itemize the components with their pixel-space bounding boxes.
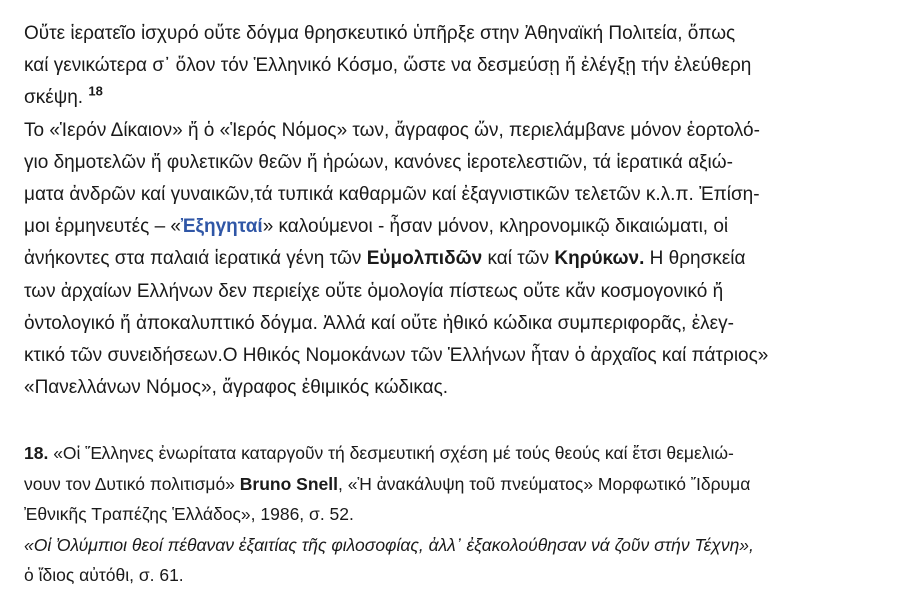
- text-line: «Πανελλάνων Νόμος», ἄγραφος ἐθιμικός κώδικας.: [24, 377, 449, 399]
- text-line: κτικό τῶν συνειδήσεων.Ο Ηθικός Νομοκάνων τῶν Ἑλλήνων ἦταν ὁ ἀρχαῖος καί πάτριος»: [24, 345, 769, 367]
- text-line: Το «Ἱερόν Δίκαιον» ἤ ὁ «Ἱερός Νόμος» των, ἄγραφος ὤν, περιελάμβανε μόνον ἑορτολό-: [24, 119, 760, 141]
- text-line: [24, 211, 894, 243]
- text-fragment: ἀνήκοντες στα παλαιά ἱερατικά γένη τῶν: [24, 248, 367, 270]
- bold-term: Εὐμολπιδῶν: [366, 248, 483, 270]
- footnote-reference[interactable]: 18: [88, 84, 103, 100]
- bold-term: Κηρύκων.: [554, 248, 645, 270]
- text-fragment: καί τῶν: [482, 248, 555, 270]
- text-fragment: σκέψη.: [24, 87, 84, 109]
- text-fragment: νουν τον Δυτικό πολιτισμό»: [24, 473, 240, 494]
- author-name: Bruno Snell: [239, 473, 338, 494]
- text-fragment: » καλούμενοι - ἦσαν μόνον, κληρονομικῷ δικαιώματι, οἱ: [262, 216, 729, 238]
- footnote-line: [24, 469, 894, 500]
- text-line: Οὔτε ἱερατεῖο ἰσχυρό οὔτε δόγμα θρησκευτικό ὑπῆρξε στην Ἀθηναϊκή Πολιτεία, ὅπως: [24, 23, 736, 44]
- footnote-line: [24, 438, 894, 469]
- text-line: καί γενικώτερα σ᾽ ὅλον τόν Ἑλληνικό Κόσμο, ὥστε να δεσμεύσῃ ἤ ἐλέγξῃ τήν ἐλεύθερη: [24, 55, 752, 77]
- text-fragment: Η θρησκεία: [644, 248, 746, 270]
- footnote-quote-line: «Οἱ Ὀλύμπιοι θεοί πέθαναν ἐξαιτίας τῆς φιλοσοφίας, ἀλλ᾽ ἐξακολούθησαν νά ζοῦν στήν Τέχνη»,: [24, 534, 754, 555]
- text-fragment: μοι ἑρμηνευτές – «: [24, 216, 181, 238]
- text-line: [24, 82, 894, 114]
- text-line: ματα ἀνδρῶν καί γυναικῶν,τά τυπικά καθαρμῶν καί ἐξαγνιστικῶν τελετῶν κ.λ.π. Ἐπίση-: [24, 184, 760, 206]
- text-line: των ἀρχαίων Ελλήνων δεν περιείχε οὔτε ὁμολογία πίστεως οὔτε κἄν κοσμογονικό ἤ: [24, 280, 724, 302]
- footnote-line: Ἐθνικῆς Τραπέζης Ἑλλάδος», 1986, σ. 52.: [24, 504, 354, 525]
- text-fragment: , «Ἡ ἀνακάλυψη τοῦ πνεύματος» Μορφωτικό Ἴδρυμα: [337, 473, 751, 494]
- text-fragment: «Οἱ Ἕλληνες ἐνωρίτατα καταργοῦν τή δεσμευτική σχέση μέ τούς θεούς καί ἔτσι θεμελιώ-: [48, 443, 734, 464]
- text-line: ὀντολογικό ἤ ἀποκαλυπτικό δόγμα. Ἀλλά καί οὔτε ἠθικό κώδικα συμπεριφορᾶς, ἐλεγ-: [24, 312, 734, 334]
- footnotes: [24, 438, 894, 591]
- text-line: γιο δημοτελῶν ἤ φυλετικῶν θεῶν ἤ ἡρώων, κανόνες ἱεροτελεστιῶν, τά ἱερατικά αξιώ-: [24, 151, 733, 173]
- footnote-number: 18.: [24, 443, 49, 464]
- document-page: [24, 18, 894, 591]
- main-text: [24, 18, 894, 404]
- highlighted-term: Ἐξηγηταί: [181, 216, 263, 238]
- footnote-line: ὁ ἴδιος αὐτόθι, σ. 61.: [24, 565, 184, 586]
- text-line: [24, 243, 894, 275]
